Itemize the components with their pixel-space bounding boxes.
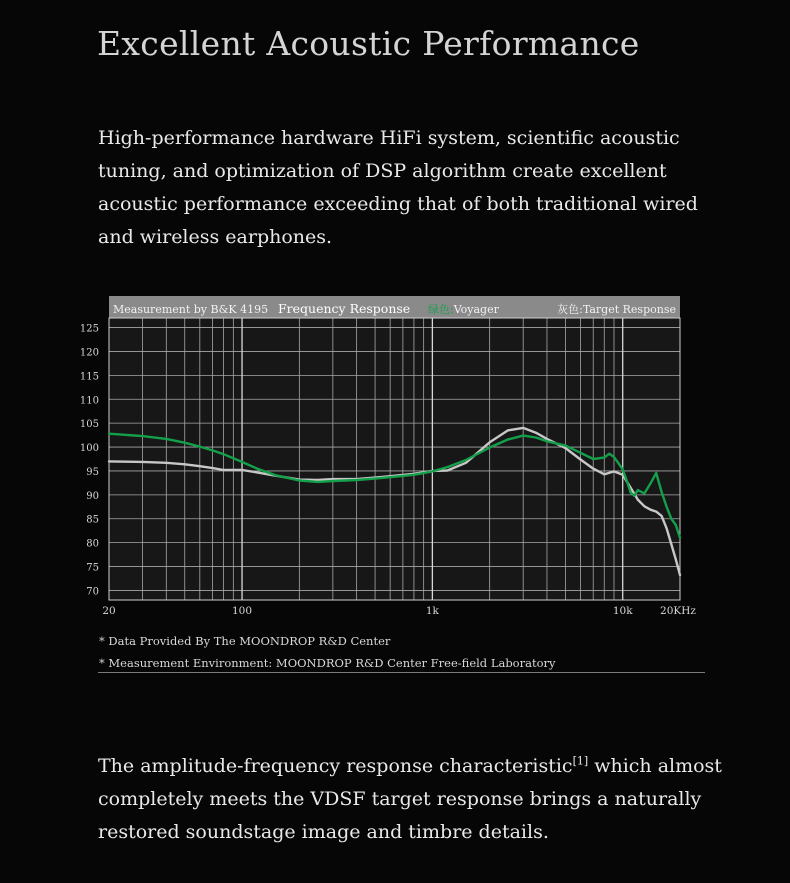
y-tick-label: 115 xyxy=(79,371,99,383)
y-tick-label: 100 xyxy=(79,443,99,455)
y-tick-label: 95 xyxy=(86,466,99,478)
chart-title: Frequency Response xyxy=(278,301,411,316)
footer-text-start: The amplitude-frequency response characteristic xyxy=(98,755,573,777)
legend-voyager xyxy=(428,303,500,316)
x-tick-label: 20KHz xyxy=(660,605,696,617)
y-tick-label: 105 xyxy=(79,419,99,431)
x-tick-label: 100 xyxy=(232,605,253,617)
chart-measurement-label: Measurement by B&K 4195 xyxy=(113,303,269,316)
x-tick-label: 1k xyxy=(425,605,439,617)
y-tick-label: 120 xyxy=(79,347,99,359)
y-tick-label: 85 xyxy=(86,514,99,526)
y-tick-label: 125 xyxy=(79,323,99,335)
note-data-source: * Data Provided By The MOONDROP R&D Center xyxy=(99,634,391,648)
y-tick-label: 70 xyxy=(86,586,99,598)
page-title: Excellent Acoustic Performance xyxy=(97,24,640,63)
y-tick-label: 80 xyxy=(86,538,99,550)
note-measurement-environment: * Measurement Environment: MOONDROP R&D Center Free-field Laboratory xyxy=(99,656,556,670)
legend-target-response: 灰色:Target Response xyxy=(557,303,676,316)
x-tick-label: 20 xyxy=(102,605,116,617)
intro-paragraph: High-performance hardware HiFi system, scientific acoustic tuning, and optimization of DSP algorithm create excellent acoustic performance exceeding that of both traditional wired and wireless earphones. xyxy=(98,127,698,248)
divider xyxy=(98,672,705,673)
x-tick-label: 10k xyxy=(612,605,633,617)
y-tick-label: 110 xyxy=(79,395,99,407)
footnote-ref: [1] xyxy=(572,754,589,768)
legend-voyager-name: Voyager xyxy=(453,303,499,316)
footer-paragraph xyxy=(98,750,748,849)
legend-voyager-prefix: 绿色: xyxy=(428,303,454,316)
y-tick-label: 75 xyxy=(86,562,99,574)
chart-notes xyxy=(99,630,556,674)
footer-text-end: which almost completely meets the VDSF target response brings a naturally restored soundstage image and timbre details. xyxy=(98,755,722,843)
y-tick-label: 90 xyxy=(86,490,99,502)
